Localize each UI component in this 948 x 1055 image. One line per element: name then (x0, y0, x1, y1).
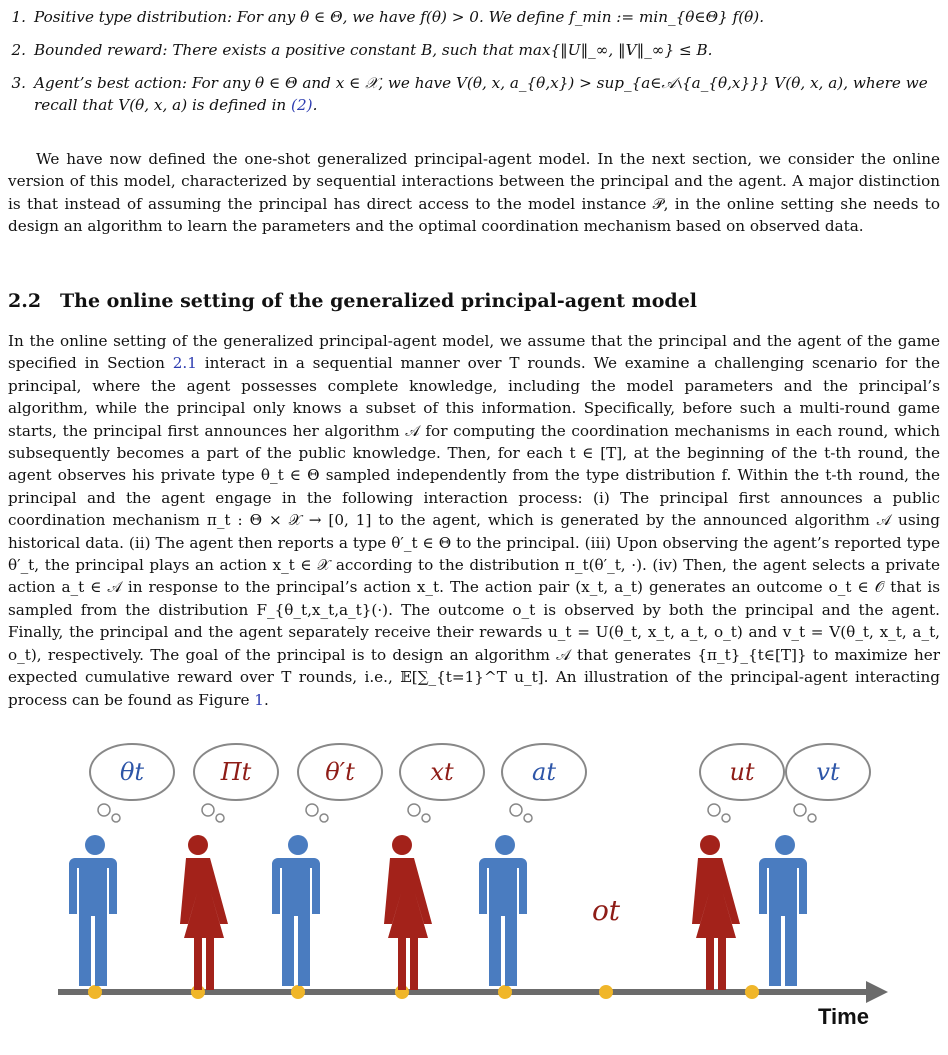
bubble-tail-dot (708, 804, 720, 816)
bubble-label: Πt (220, 758, 252, 786)
time-axis-arrowhead (866, 981, 888, 1003)
bubble-tail-dot (306, 804, 318, 816)
assumption-list (8, 6, 938, 127)
paragraph-text: . (263, 690, 269, 709)
assumption-text: Bounded reward: There exists a positive constant B, such that max{‖U‖_∞, ‖V‖_∞} ≤ B. (34, 41, 713, 59)
timeline-dot (599, 985, 613, 999)
bubble-tail-dot (722, 814, 730, 822)
assumption-text-end: . (312, 96, 318, 114)
bubble-tail-dot (794, 804, 806, 816)
agent-body (759, 858, 807, 986)
agent-head (85, 835, 105, 855)
assumption-number: 3. (11, 74, 26, 92)
principal-head (392, 835, 412, 855)
bubble-tail-dot (112, 814, 120, 822)
bubble-tail-dot (422, 814, 430, 822)
principal-head (188, 835, 208, 855)
timeline-dot (291, 985, 305, 999)
assumption-item (8, 6, 938, 28)
interaction-figure (40, 730, 900, 1050)
agent-body (69, 858, 117, 986)
bubble-tail-dot (320, 814, 328, 822)
assumption-item (8, 39, 938, 61)
principal-body (692, 858, 740, 990)
section-title: The online setting of the generalized principal-agent model (60, 290, 698, 312)
bubble-tail-dot (98, 804, 110, 816)
bubble-label: θt (119, 758, 145, 786)
agent-body (479, 858, 527, 986)
principal-body (180, 858, 228, 990)
agent-head (495, 835, 515, 855)
assumption-number: 2. (11, 41, 26, 59)
outcome-label: ot (591, 894, 621, 927)
paragraph-text: In the online setting of the generalized principal-agent model, we assume that the principal and the agent of the game specified in Section (8, 332, 940, 373)
bubble-label: at (532, 758, 556, 786)
interaction-diagram (40, 730, 900, 1050)
bubble-tail-dot (524, 814, 532, 822)
bubble-tail-dot (510, 804, 522, 816)
bubble-tail-dot (408, 804, 420, 816)
bubble-label: vt (816, 758, 840, 786)
assumption-number: 1. (11, 8, 26, 26)
timeline-dot (88, 985, 102, 999)
agent-body (272, 858, 320, 986)
time-axis-label: Time (818, 1004, 869, 1029)
section-heading (8, 290, 697, 312)
paragraph-one-shot-summary: We have now defined the one-shot generalized principal-agent model. In the next section, we consider the online version of this model, characterized by sequential interactions between the principal and the agent. A major distinction is that instead of assuming the principal has direct access to the model instance 𝒫, in the online setting she needs to design an algorithm to learn the parameters and the optimal coordination mechanism based on observed data. (8, 150, 940, 236)
bubble-label: xt (430, 758, 454, 786)
paragraph-text: interact in a sequential manner over T rounds. We examine a challenging scenario for the principal, where the agent possesses complete knowledge, including the model parameters and the principal’s algorithm, while the principal only knows a subset of this information. Specifically, before such a multi-round game starts, the principal first announces her algorithm 𝒜 for computing the coordination mechanisms in each round, which subsequently becomes a part of the public knowledge. Then, for each t ∈ [T], at the beginning of the t-th round, the agent observes his private type θ_t ∈ Θ sampled independently from the type distribution f. Within the t-th round, the principal and the agent engage in the following interaction process: (i) The principal first announces a public coordination mechanism π_t : Θ × 𝒳 → [0, 1] to the agent, which is generated by the announced algorithm 𝒜 using historical data. (ii) The agent then reports a type θ′_t ∈ Θ to the principal. (iii) Upon observing the agent’s reported type θ′_t, the principal plays an action x_t ∈ 𝒳 according to the distribution π_t(θ′_t, ·). (iv) Then, the agent selects a private action a_t ∈ 𝒜 in response to the principal’s action x_t. The action pair (x_t, a_t) generates an outcome o_t ∈ 𝒪 that is sampled from the distribution F_{θ_t,x_t,a_t}(·). The outcome o_t is observed by both the principal and the agent. Finally, the principal and the agent separately receive their rewards u_t = U(θ_t, x_t, a_t, o_t) and v_t = V(θ_t, x_t, a_t, o_t), respectively. The goal of the principal is to design an algorithm 𝒜 that generates {π_t}_{t∈[T]} to maximize her expected cumulative reward over T rounds, i.e., 𝔼[∑_{t=1}^T u_t]. An illustration of the principal-agent interacting process can be found as Figure (8, 354, 940, 709)
assumption-item (8, 72, 938, 116)
principal-head (700, 835, 720, 855)
assumption-text: Positive type distribution: For any θ ∈ Θ, we have f(θ) > 0. We define f_min := min_{θ∈Θ} f(θ). (34, 8, 765, 26)
timeline-dot (498, 985, 512, 999)
figure-reference-link[interactable]: 1 (254, 690, 264, 709)
paragraph-online-setting (8, 330, 940, 711)
assumption-text: Agent’s best action: For any θ ∈ Θ and x ∈ 𝒳, we have V(θ, x, a_{θ,x}) > sup_{a∈𝒜∖{a_{θ,x}}} V(θ, x, a), where we recall that V(θ, x, a) is defined in (34, 74, 928, 114)
bubble-tail-dot (216, 814, 224, 822)
bubble-tail-dot (202, 804, 214, 816)
principal-body (384, 858, 432, 990)
agent-head (775, 835, 795, 855)
bubble-label: ut (729, 758, 755, 786)
equation-reference-link[interactable]: (2) (291, 96, 313, 114)
section-reference-link[interactable]: 2.1 (172, 354, 197, 373)
section-number: 2.2 (8, 290, 42, 312)
agent-head (288, 835, 308, 855)
bubble-tail-dot (808, 814, 816, 822)
timeline-dot (745, 985, 759, 999)
bubble-label: θ′t (325, 758, 355, 786)
